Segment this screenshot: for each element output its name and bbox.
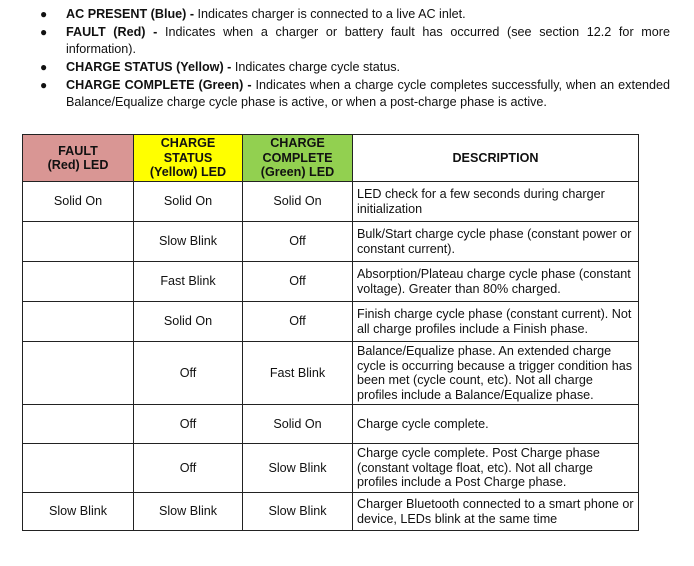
cell-complete: Fast Blink bbox=[243, 342, 353, 405]
cell-complete: Solid On bbox=[243, 182, 353, 222]
cell-status: Off bbox=[134, 444, 243, 493]
cell-status: Off bbox=[134, 405, 243, 444]
header-line: COMPLETE bbox=[262, 150, 333, 165]
led-bullet-list bbox=[38, 6, 670, 112]
bullet-text: Indicates charger is connected to a live AC inlet. bbox=[194, 7, 466, 21]
led-status-table bbox=[22, 134, 639, 531]
header-charge-complete-led bbox=[243, 135, 353, 182]
table-row bbox=[23, 302, 639, 342]
table-row bbox=[23, 493, 639, 531]
cell-description: Bulk/Start charge cycle phase (constant power or constant current). bbox=[353, 222, 639, 262]
cell-complete: Slow Blink bbox=[243, 444, 353, 493]
cell-description: Balance/Equalize phase. An extended charge cycle is occurring because a trigger condition has been met (cycle count, etc). Not all charge profiles include a Balance/Equalize phase. bbox=[353, 342, 639, 405]
header-fault-led bbox=[23, 135, 134, 182]
cell-status: Off bbox=[134, 342, 243, 405]
cell-fault bbox=[23, 302, 134, 342]
bullet-charge-complete bbox=[38, 77, 670, 111]
cell-fault: Solid On bbox=[23, 182, 134, 222]
cell-complete: Off bbox=[243, 262, 353, 302]
cell-description: Charger Bluetooth connected to a smart phone or device, LEDs blink at the same time bbox=[353, 493, 639, 531]
cell-fault bbox=[23, 342, 134, 405]
table-row bbox=[23, 342, 639, 405]
bullet-text: Indicates when a charge cycle completes successfully, when an extended Balance/Equalize charge cycle phase is active, or when a post-charge phase is active. bbox=[66, 78, 670, 109]
bullet-charge-status bbox=[38, 59, 670, 76]
bullet-term: CHARGE COMPLETE (Green) - bbox=[66, 78, 252, 92]
cell-description: Charge cycle complete. bbox=[353, 405, 639, 444]
cell-complete: Slow Blink bbox=[243, 493, 353, 531]
bullet-dot-icon: ● bbox=[40, 78, 48, 92]
table-row bbox=[23, 444, 639, 493]
cell-fault bbox=[23, 262, 134, 302]
header-line: (Red) LED bbox=[47, 158, 109, 172]
table-row bbox=[23, 405, 639, 444]
table-row bbox=[23, 182, 639, 222]
cell-description: LED check for a few seconds during charger initialization bbox=[353, 182, 639, 222]
cell-fault: Slow Blink bbox=[23, 493, 134, 531]
cell-status: Fast Blink bbox=[134, 262, 243, 302]
cell-fault bbox=[23, 405, 134, 444]
cell-status: Solid On bbox=[134, 182, 243, 222]
cell-description: Charge cycle complete. Post Charge phase (constant voltage float, etc). Not all charge profiles include a Post Charge phase. bbox=[353, 444, 639, 493]
bullet-text: Indicates when a charger or battery fault has occurred (see section 12.2 for more information). bbox=[66, 25, 670, 56]
header-line: STATUS bbox=[163, 150, 213, 165]
bullet-term: AC PRESENT (Blue) - bbox=[66, 7, 195, 21]
cell-status: Slow Blink bbox=[134, 222, 243, 262]
cell-complete: Off bbox=[243, 302, 353, 342]
bullet-dot-icon: ● bbox=[40, 7, 48, 21]
cell-complete: Off bbox=[243, 222, 353, 262]
cell-description: Finish charge cycle phase (constant current). Not all charge profiles include a Finish phase. bbox=[353, 302, 639, 342]
bullet-term: FAULT (Red) - bbox=[66, 25, 158, 39]
cell-complete: Solid On bbox=[243, 405, 353, 444]
header-line: (Yellow) LED bbox=[149, 165, 227, 180]
table-header-row bbox=[23, 135, 639, 182]
bullet-term: CHARGE STATUS (Yellow) - bbox=[66, 60, 232, 74]
cell-fault bbox=[23, 222, 134, 262]
cell-description: Absorption/Plateau charge cycle phase (constant voltage). Greater than 80% charged. bbox=[353, 262, 639, 302]
bullet-text: Indicates charge cycle status. bbox=[231, 60, 401, 74]
bullet-ac-present bbox=[38, 6, 670, 23]
bullet-fault bbox=[38, 24, 670, 58]
cell-status: Solid On bbox=[134, 302, 243, 342]
header-charge-status-led bbox=[134, 135, 243, 182]
table-row bbox=[23, 222, 639, 262]
cell-fault bbox=[23, 444, 134, 493]
cell-status: Slow Blink bbox=[134, 493, 243, 531]
bullet-dot-icon: ● bbox=[40, 25, 48, 39]
header-line: (Green) LED bbox=[260, 165, 335, 180]
header-line: CHARGE bbox=[270, 136, 325, 151]
header-description: DESCRIPTION bbox=[353, 135, 639, 182]
header-line: FAULT bbox=[58, 143, 98, 158]
header-line: CHARGE bbox=[160, 136, 216, 151]
table-row bbox=[23, 262, 639, 302]
bullet-dot-icon: ● bbox=[40, 60, 48, 74]
